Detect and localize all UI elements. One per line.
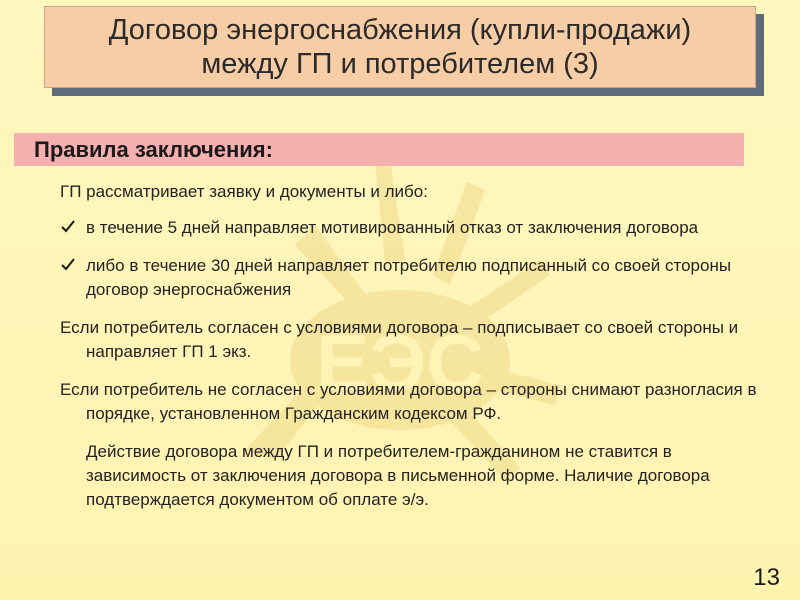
- bullet-item: [60, 254, 770, 302]
- page-title-line-1: Договор энергоснабжения (купли-продажи): [108, 14, 692, 46]
- bullet-text: в течение 5 дней направляет мотивированный отказ от заключения договора: [86, 218, 699, 237]
- section-heading: Правила заключения:: [34, 137, 273, 162]
- disagree-paragraph: Если потребитель не согласен с условиями договора – стороны снимают разногласия в порядке, установленном Гражданским кодексом РФ.: [60, 380, 757, 423]
- agree-paragraph: Если потребитель согласен с условиями договора – подписывает со своей стороны и направляет ГП 1 экз.: [60, 318, 739, 361]
- check-icon: [60, 257, 76, 273]
- title-shadow: [52, 14, 764, 96]
- slide-content: [60, 180, 770, 526]
- watermark-text: ЕЭС: [315, 318, 485, 407]
- title-panel: [44, 6, 756, 88]
- page-title-line-2: между ГП и потребителем (3): [201, 48, 599, 80]
- page-number: 13: [753, 564, 780, 591]
- check-icon: [60, 219, 76, 235]
- bullet-text: либо в течение 30 дней направляет потребителю подписанный со своей стороны договор энергоснабжения: [86, 256, 732, 299]
- citizen-paragraph: Действие договора между ГП и потребителем-гражданином не ставится в зависимость от заключения договора в письменной форме. Наличие договора подтверждается документом об оплате э/э.: [86, 442, 710, 509]
- intro-text: ГП рассматривает заявку и документы и либо:: [60, 182, 428, 201]
- bullet-item: [60, 216, 770, 240]
- section-heading-bar: [14, 133, 744, 166]
